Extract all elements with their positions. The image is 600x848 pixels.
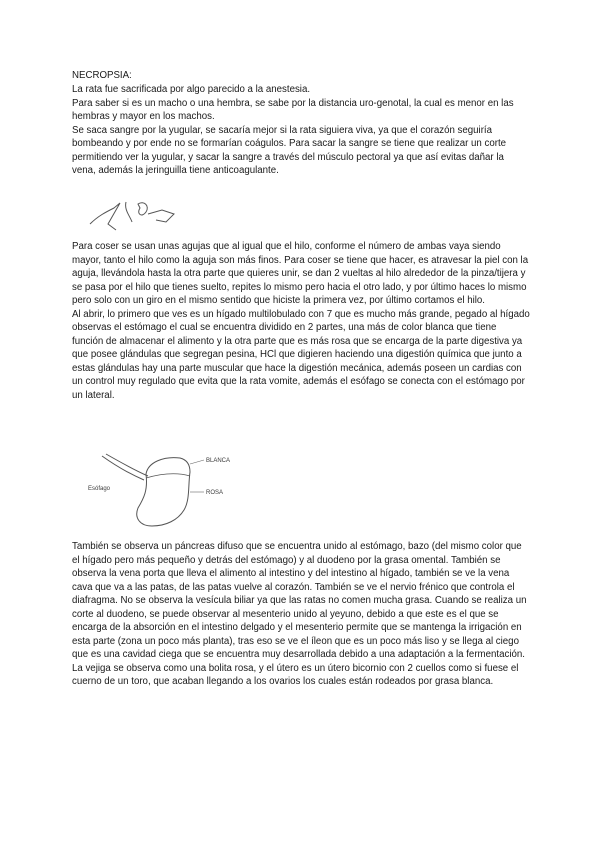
sketch-stroke (138, 203, 147, 215)
paragraph: Para saber si es un macho o una hembra, se sabe por la distancia uro-genotal, la cual es menor en las hembras y mayor en los machos. (72, 97, 514, 122)
paragraph-group-bottom (72, 540, 530, 689)
paragraph: Se saca sangre por la yugular, se sacaría mejor si la rata siguiera viva, ya que el corazón seguiría bombeando y por ende no se formarían coágulos. Para sacar la sangre se tiene que realizar un corte permitiendo ver la yugular, y sacar la sangre a través del músculo pectoral ya que así evitas dañar la vena, además la jeringuilla tiene anticoagulante. (72, 124, 507, 176)
esofago-label: Esófago (88, 486, 111, 492)
label-pointer (190, 460, 204, 464)
paragraph-group-middle (72, 240, 530, 402)
esophagus-stroke (106, 454, 148, 476)
sketch-stroke (148, 210, 174, 222)
paragraph: También se observa un páncreas difuso que se encuentra unido al estómago, bazo (del mismo color que el hígado pero más pequeño y detrás del estómago) y al duodeno por la grasa omental. También se observa la vena porta que lleva el alimento al intestino y del intestino al hígado, también se ve la vena cava que va a las patas, de las patas vuelve al corazón. También se ve el nervio frénico que controla el diafragma. No se observa la vesícula biliar ya que las ratas no comen mucha grasa. Cuando se realiza un corte al duodeno, se puede observar al mesenterio unido al yeyuno, debido a que este es el que se encarga de la absorción en el intestino delgado y el mesenterio permite que se mantenga la irrigación en esta parte (zona un poco más planta), tras eso se ve el íleon que es un poco más liso y se llega al ciego que es una cavidad ciega que se encuentra muy desarrollada debido a una adaptación a la fermentación. La vejiga se observa como una bolita rosa, y el útero es un útero bicornio con 2 cuellos como si fuese el cuerno de un toro, que acaban llegando a los ovarios los cuales están rodeados por grasa blanca. (72, 541, 527, 687)
stomach-division (146, 474, 190, 478)
rosa-label: ROSA (206, 490, 224, 496)
paragraph: Para coser se usan unas agujas que al igual que el hilo, conforme el número de ambas vaya siendo mayor, tanto el hilo como la aguja son más finos. Para coser se tiene que hacer, es atravesar la piel con la aguja, llevándola hasta la otra parte que quieres unir, se dan 2 vueltas al hilo alrededor de la pinza/tijera y se pasa por el hilo que tienes suelto, repites lo mismo pero hacia el otro lado, y por último haces lo mismo pero solo con un giro en el mismo sentido que hiciste la primera vez, por último cortamos el hilo. (72, 241, 529, 306)
paragraph: Al abrir, lo primero que ves es un hígado multilobulado con 7 que es mucho más grande, pegado al hígado observas el estómago el cual se encuentra dividido en 2 partes, una más de color blanca que tiene función de almacenar el alimento y la otra parte que es más rosa que se encarga de la parte digestiva ya que posee glándulas que segregan pesina, HCl que digieren haciendo una digestión química que junto a estas glándulas hay una parte muscular que hace la digestión mecánica, además poseen un cardias con un control muy regulado que evita que la rata vomite, además el esófago se conecta con el estómago por un lateral. (72, 308, 530, 401)
stomach-outline (137, 458, 190, 526)
esophagus-stroke (102, 456, 144, 480)
sketch-stroke (126, 202, 132, 222)
blanca-label: BLANCA (206, 458, 231, 464)
suture-sketch (86, 194, 186, 234)
sketch-stroke (90, 203, 120, 230)
document-title: NECROPSIA: (72, 70, 132, 81)
paragraph-group-top (72, 83, 530, 178)
paragraph: La rata fue sacrificada por algo parecido a la anestesia. (72, 84, 311, 95)
stomach-sketch (86, 452, 266, 534)
